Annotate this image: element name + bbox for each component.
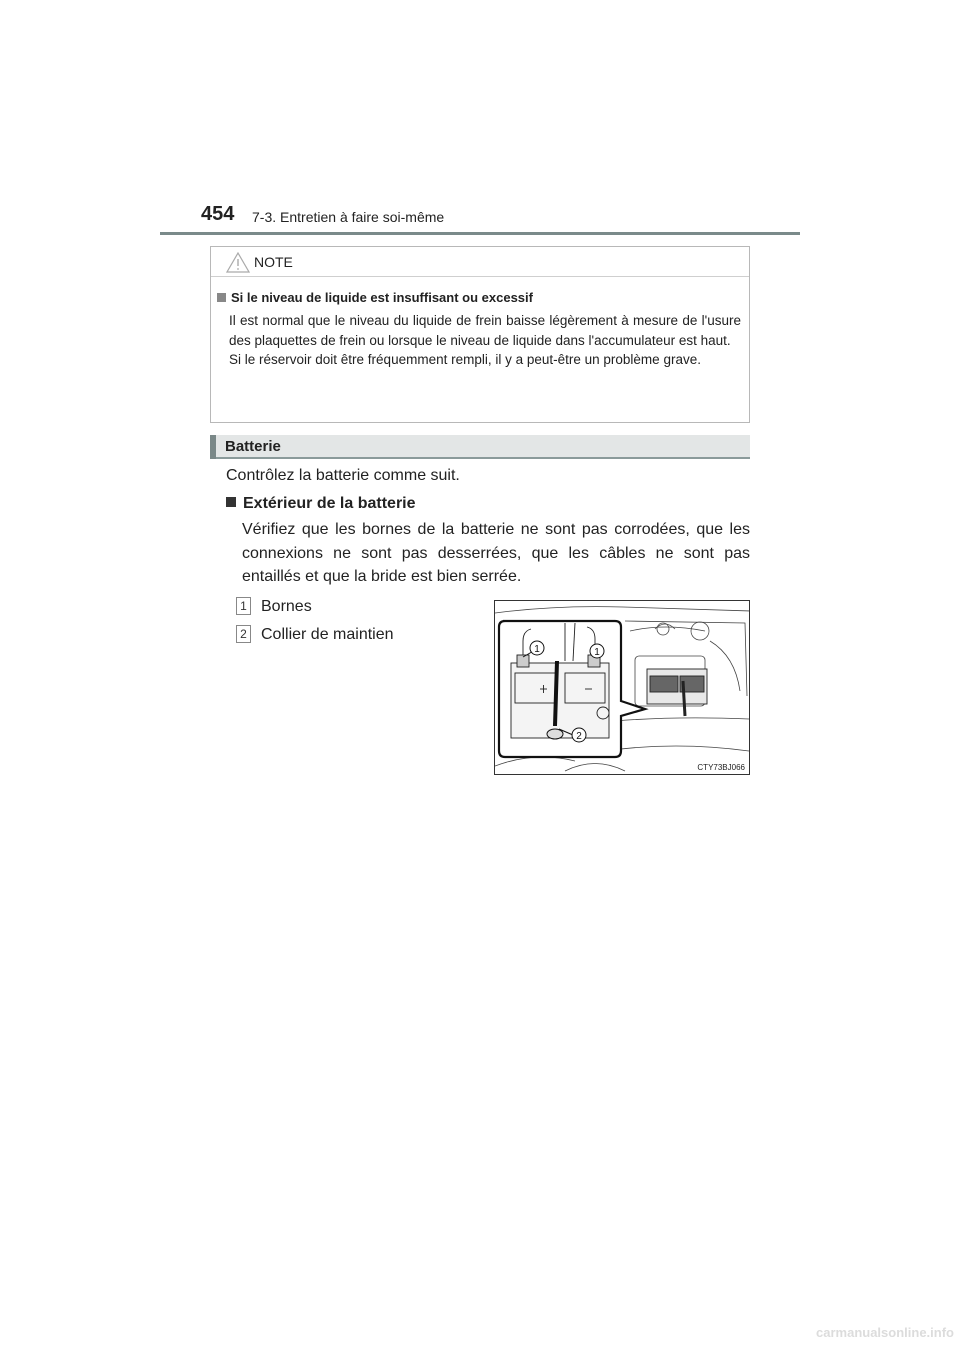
legend-number: 1 [236,597,251,615]
body-paragraph [242,518,750,589]
intro-text: Contrôlez la batterie comme suit. [226,467,460,484]
page-number: 454 [201,203,235,225]
callout-1a: 1 [534,644,540,655]
chapter-title: 7-3. Entretien à faire soi-même [252,209,445,225]
body-paragraph-text: Vérifiez que les bornes de la batterie ne sont pas corrodées, que les connexions ne sont pas desserrées, que les câbles ne sont pas entaillés et que la bride est bien serrée. [242,521,750,585]
note-body [229,311,741,370]
warning-triangle-icon [226,252,250,273]
battery-illustration [494,600,750,775]
section-accent [210,435,216,459]
callout-1b: 1 [594,647,600,658]
legend-item-2 [236,625,394,644]
legend-label: Collier de maintien [261,626,394,643]
square-bullet-icon [226,497,236,507]
note-box [210,246,750,423]
note-subtitle-text: Si le niveau de liquide est insuffisant ou excessif [231,290,533,305]
legend-item-1 [236,597,312,616]
note-subtitle [217,290,533,305]
square-bullet-icon [217,293,226,302]
header-rule [160,232,800,235]
callout-2: 2 [576,731,582,742]
section-title: Batterie [225,438,281,455]
subheading-text: Extérieur de la batterie [243,495,416,512]
section-header [210,435,750,459]
engine-bay-drawing [495,601,750,775]
page-header [160,203,800,235]
legend-label: Bornes [261,598,312,615]
legend-number: 2 [236,625,251,643]
note-title: NOTE [254,254,293,270]
watermark: carmanualsonline.info [816,1325,954,1340]
subheading [226,495,416,513]
note-paragraph: Si le réservoir doit être fréquemment rempli, il y a peut-être un problème grave. [229,352,701,368]
note-paragraph: Il est normal que le niveau du liquide de frein baisse légèrement à mesure de l'usure des plaquettes de frein ou lorsque le niveau de liquide dans l'accumulateur est haut. [229,313,741,348]
note-header [211,247,749,277]
figure-code: CTY73BJ066 [697,763,745,772]
